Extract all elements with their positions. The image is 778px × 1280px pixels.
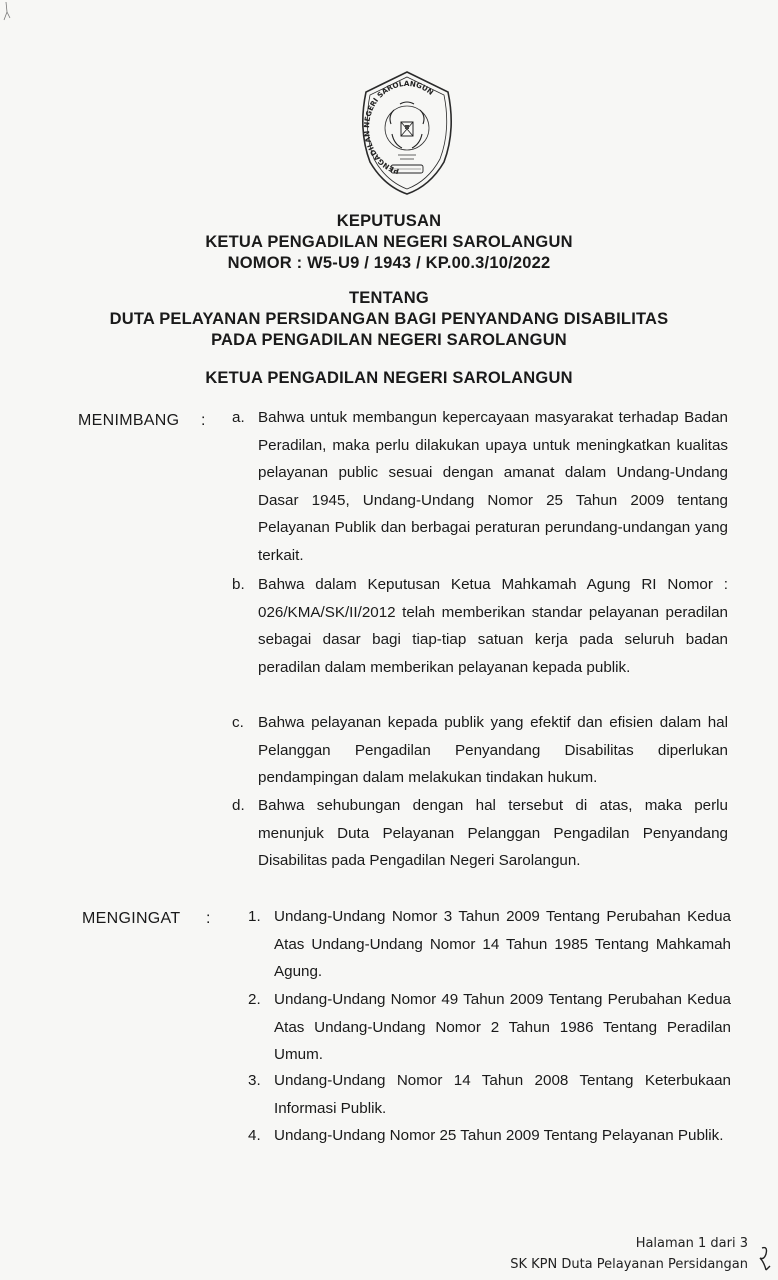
scan-mark-icon (0, 0, 14, 26)
document-footer-title: SK KPN Duta Pelayanan Persidangan (510, 1257, 748, 1272)
mengingat-colon: : (206, 910, 211, 927)
legal-basis-item-3 (248, 1067, 731, 1125)
item-text: Undang-Undang Nomor 49 Tahun 2009 Tentang Perubahan Kedua Atas Undang-Undang Nomor 2 Tahun 1986 Tentang Peradilan Umum. (274, 991, 731, 1064)
item-marker: c. (232, 714, 244, 731)
legal-basis-item-1 (248, 903, 731, 988)
subject-line-1: DUTA PELAYANAN PERSIDANGAN BAGI PENYANDANG DISABILITAS (109, 310, 669, 328)
subject-label: TENTANG (349, 289, 429, 307)
item-text: Undang-Undang Nomor 3 Tahun 2009 Tentang Perubahan Kedua Atas Undang-Undang Nomor 14 Tahun 1985 Tentang Mahkamah Agung. (274, 908, 731, 981)
subject-line-2: PADA PENGADILAN NEGERI SAROLANGUN (211, 331, 567, 349)
consideration-item-d (232, 792, 728, 877)
item-marker: b. (232, 576, 245, 593)
item-marker: a. (232, 409, 245, 426)
legal-basis-item-4 (248, 1122, 731, 1180)
consideration-item-c (232, 709, 728, 794)
consideration-item-b (232, 571, 728, 711)
decree-number: NOMOR : W5-U9 / 1943 / KP.00.3/10/2022 (227, 254, 551, 272)
item-marker: 4. (248, 1127, 261, 1144)
item-text: Bahwa dalam Keputusan Ketua Mahkamah Agung RI Nomor : 026/KMA/SK/II/2012 telah memberikan standar pelayanan peradilan sebagai dasar bagi tiap-tiap satuan kerja pada seluruh badan peradilan dalam memberikan pelayanan kepada publik. (258, 576, 728, 676)
initial-signature-icon (754, 1244, 774, 1274)
mengingat-label: MENGINGAT (82, 910, 181, 927)
decree-header (0, 211, 778, 274)
authority-heading: KETUA PENGADILAN NEGERI SAROLANGUN (205, 369, 573, 387)
page-number: Halaman 1 dari 3 (635, 1236, 748, 1251)
menimbang-colon: : (201, 412, 206, 429)
decree-title: KEPUTUSAN (336, 212, 442, 230)
emblem-text: PENGADILAN NEGERI SAROLANGUN (361, 78, 436, 176)
item-text: Bahwa sehubungan dengan hal tersebut di atas, maka perlu menunjuk Duta Pelayanan Pelanggan Pengadilan Penyandang Disabilitas pada Pengadilan Negeri Sarolangun. (258, 797, 728, 870)
item-text: Undang-Undang Nomor 25 Tahun 2009 Tentang Pelayanan Publik. (274, 1127, 724, 1144)
legal-basis-item-2 (248, 986, 731, 1071)
item-text: Bahwa untuk membangun kepercayaan masyarakat terhadap Badan Peradilan, maka perlu dilakukan upaya untuk meningkatkan kualitas pelayanan public sesuai dengan amanat dalam Undang-Undang Dasar 1945, Undang-Undang Nomor 25 Tahun 2009 tentang Pelayanan Publik dan berbagai peraturan perundang-undangan yang terkait. (258, 409, 728, 564)
item-marker: 2. (248, 991, 261, 1008)
item-marker: 1. (248, 908, 261, 925)
item-text: Undang-Undang Nomor 14 Tahun 2008 Tentang Keterbukaan Informasi Publik. (274, 1072, 731, 1117)
decree-issuer: KETUA PENGADILAN NEGERI SAROLANGUN (205, 233, 573, 251)
item-text: Bahwa pelayanan kepada publik yang efektif dan efisien dalam hal Pelanggan Pengadilan Penyandang Disabilitas diperlukan pendampingan dalam melakukan tindakan hukum. (258, 714, 728, 787)
court-emblem-logo (358, 70, 456, 196)
decree-subject (0, 288, 778, 351)
consideration-item-a (232, 404, 728, 574)
item-marker: d. (232, 797, 245, 814)
menimbang-label: MENIMBANG (78, 412, 180, 429)
item-marker: 3. (248, 1072, 261, 1089)
